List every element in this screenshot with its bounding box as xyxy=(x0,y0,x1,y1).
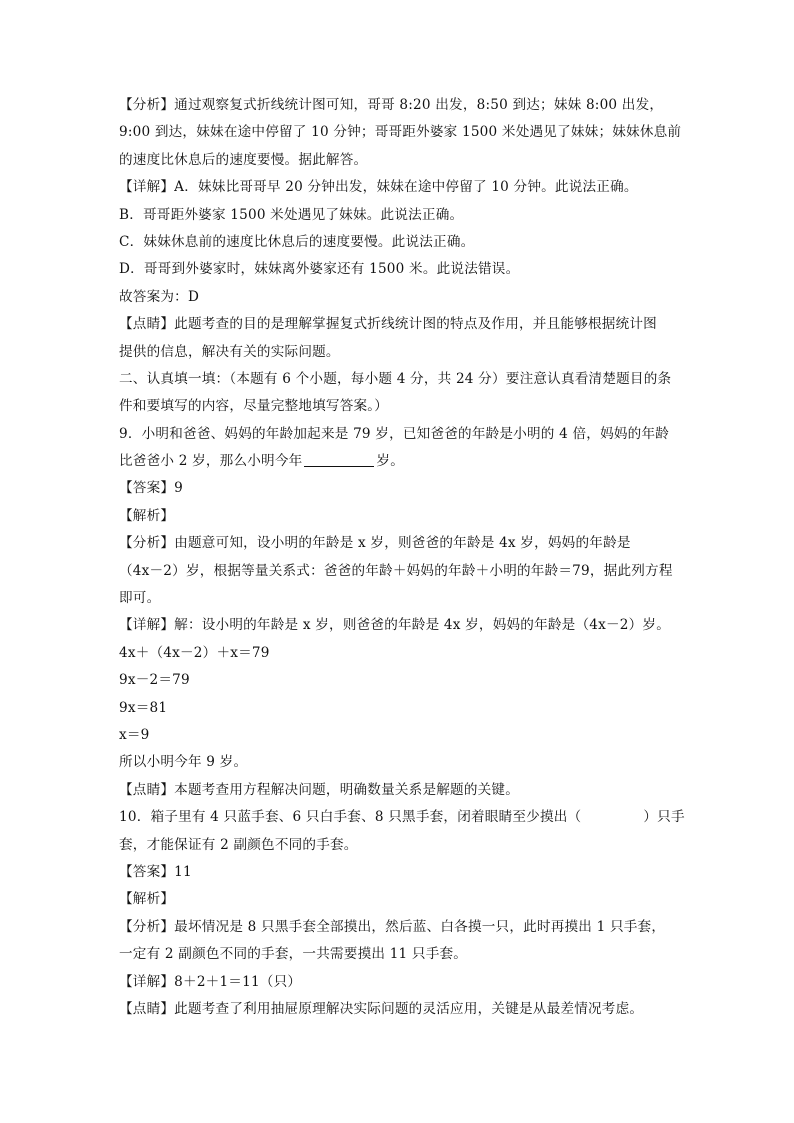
section-heading: 件和要填写的内容，尽量完整地填写答案。） xyxy=(119,398,389,415)
analysis-line: （4x－2）岁，根据等量关系式：爸爸的年龄＋妈妈的年龄＋小明的年龄＝79，据此列方程 xyxy=(119,562,673,579)
detail-line: 【详解】解：设小明的年龄是 x 岁，则爸爸的年龄是 4x 岁，妈妈的年龄是（4x－2）岁。 xyxy=(119,617,671,634)
comment-line: 【点睛】本题考查用方程解决问题，明确数量关系是解题的关键。 xyxy=(119,781,520,798)
question-9-line: 9．小明和爸爸、妈妈的年龄加起来是 79 岁，已知爸爸的年龄是小明的 4 倍，妈妈的年龄 xyxy=(119,425,670,442)
option-b-line: B．哥哥距外婆家 1500 米处遇见了妹妹。此说法正确。 xyxy=(119,206,464,223)
section-heading: 二、认真填一填：（本题有 6 个小题，每小题 4 分，共 24 分）要注意认真看清楚题目的条 xyxy=(119,370,672,387)
equation-line: 9x－2＝79 xyxy=(119,672,190,689)
answer-label: 【答案】9 xyxy=(119,480,184,497)
option-d-line: D．哥哥到外婆家时，妹妹离外婆家还有 1500 米。此说法错误。 xyxy=(119,261,520,278)
answer-label: 【答案】11 xyxy=(119,863,192,880)
comment-line: 【点睛】此题考查了利用抽屉原理解决实际问题的灵活应用，关键是从最差情况考虑。 xyxy=(119,1000,644,1017)
answer-blank xyxy=(304,451,374,467)
analysis-line: 9:00 到达，妹妹在途中停留了 10 分钟；哥哥距外婆家 1500 米处遇见了妹妹；妹妹休息前 xyxy=(119,124,682,141)
answer-line: 故答案为：D xyxy=(119,288,200,305)
question-10-text: 10．箱子里有 4 只蓝手套、6 只白手套、8 只黑手套，闭着眼睛至少摸出（ xyxy=(119,809,582,826)
question-9-text: 岁。 xyxy=(376,453,405,470)
equation-line: 4x＋（4x－2）＋x＝79 xyxy=(119,644,270,661)
option-c-line: C．妹妹休息前的速度比休息后的速度要慢。此说法正确。 xyxy=(119,233,475,250)
explanation-label: 【解析】 xyxy=(119,891,175,908)
equation-line: x＝9 xyxy=(119,726,150,743)
comment-line: 提供的信息，解决有关的实际问题。 xyxy=(119,343,340,360)
analysis-line: 的速度比休息后的速度要慢。据此解答。 xyxy=(119,151,368,168)
conclusion-line: 所以小明今年 9 岁。 xyxy=(119,754,248,771)
explanation-label: 【解析】 xyxy=(119,507,175,524)
comment-line: 【点睛】此题考查的目的是理解掌握复式折线统计图的特点及作用，并且能够根据统计图 xyxy=(119,316,657,333)
detail-line: 【详解】A．妹妹比哥哥早 20 分钟出发，妹妹在途中停留了 10 分钟。此说法正确。 xyxy=(119,179,638,196)
analysis-line: 【分析】通过观察复式折线统计图可知，哥哥 8:20 出发，8:50 到达；妹妹 8:00 出发， xyxy=(119,97,664,113)
equation-line: 9x＝81 xyxy=(119,699,168,716)
question-10-text: ）只手 xyxy=(643,809,685,826)
question-10-line: 套，才能保证有 2 副颜色不同的手套。 xyxy=(119,836,358,853)
document-page xyxy=(119,92,685,1023)
analysis-line: 【分析】由题意可知，设小明的年龄是 x 岁，则爸爸的年龄是 4x 岁，妈妈的年龄是 xyxy=(119,535,631,552)
question-9-line xyxy=(119,448,679,475)
detail-line: 【详解】8＋2＋1＝11（只） xyxy=(119,973,302,990)
analysis-line: 即可。 xyxy=(119,590,161,607)
analysis-line: 一定有 2 副颜色不同的手套，一共需要摸出 11 只手套。 xyxy=(119,946,468,963)
question-9-text: 比爸爸小 2 岁，那么小明今年 xyxy=(119,453,303,470)
analysis-line: 【分析】最坏情况是 8 只黑手套全部摸出，然后蓝、白各摸一只，此时再摸出 1 只手套， xyxy=(119,918,666,935)
question-10-line xyxy=(119,804,685,831)
